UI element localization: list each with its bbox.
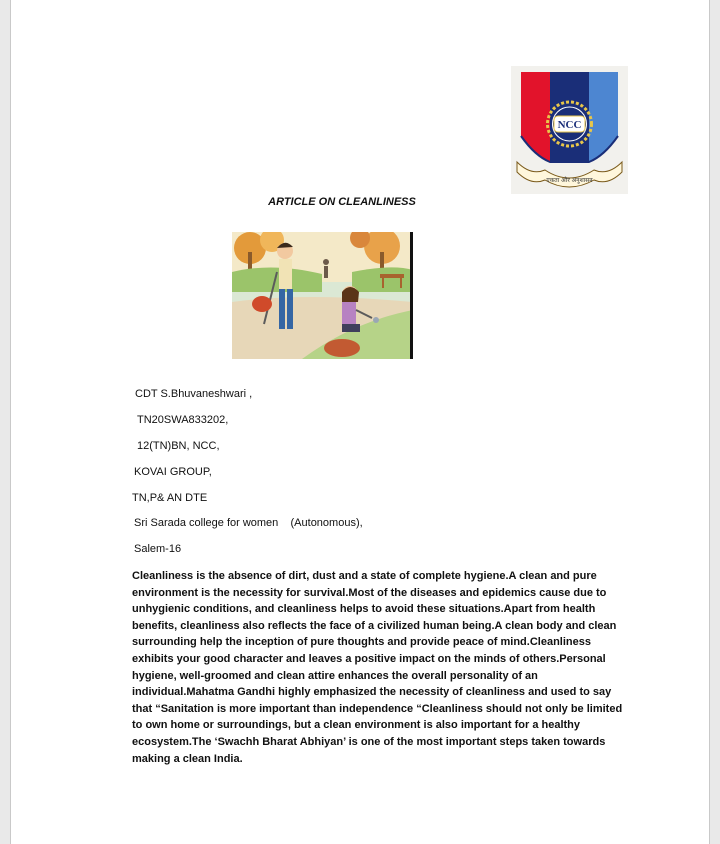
address-line-college: Sri Sarada college for women (Autonomous), xyxy=(134,517,363,529)
cleaning-illustration xyxy=(232,232,413,359)
address-line-regno: TN20SWA833202, xyxy=(137,414,229,426)
children-cleaning-park-icon xyxy=(232,232,413,359)
ncc-logo xyxy=(511,66,628,194)
svg-text:NCC: NCC xyxy=(557,119,582,131)
address-line-name: CDT S.Bhuvaneshwari , xyxy=(135,388,253,400)
ncc-emblem-icon xyxy=(511,66,628,194)
address-line-city: Salem-16 xyxy=(134,543,182,555)
svg-text:एकता और अनुशासन: एकता और अनुशासन xyxy=(546,177,593,184)
article-title: ARTICLE ON CLEANLINESS xyxy=(268,196,416,208)
address-line-directorate: TN,P& AN DTE xyxy=(132,492,208,504)
document-page xyxy=(10,0,710,844)
address-line-group: KOVAI GROUP, xyxy=(134,466,212,478)
address-line-battalion: 12(TN)BN, NCC, xyxy=(137,440,220,452)
article-body: Cleanliness is the absence of dirt, dust and a state of complete hygiene.A clean and pure environment is the necessity for survival.Most of the diseases and epidemics cause due to unhygienic conditions, and cleanliness helps to avoid these situations.Apart from health benefits, cleanliness also reflects the face of a civilized human being.A clean body and clean surrounding help the inception of pure thoughts and provide peace of mind.Cleanliness exhibits your good character and leaves a positive impact on the minds of others.Personal hygiene, well-groomed and clean attire enhances the overall personality of an individual.Mahatma Gandhi highly emphasized the necessity of cleanliness and used to say that “Sanitation is more important than independence “Cleanliness should not only be limited to own home or surroundings, but a clean environment is also important for a healthy ecosystem.The ‘Swachh Bharat Abhiyan’ is one of the most important steps taken towards making a clean India. xyxy=(132,570,623,765)
